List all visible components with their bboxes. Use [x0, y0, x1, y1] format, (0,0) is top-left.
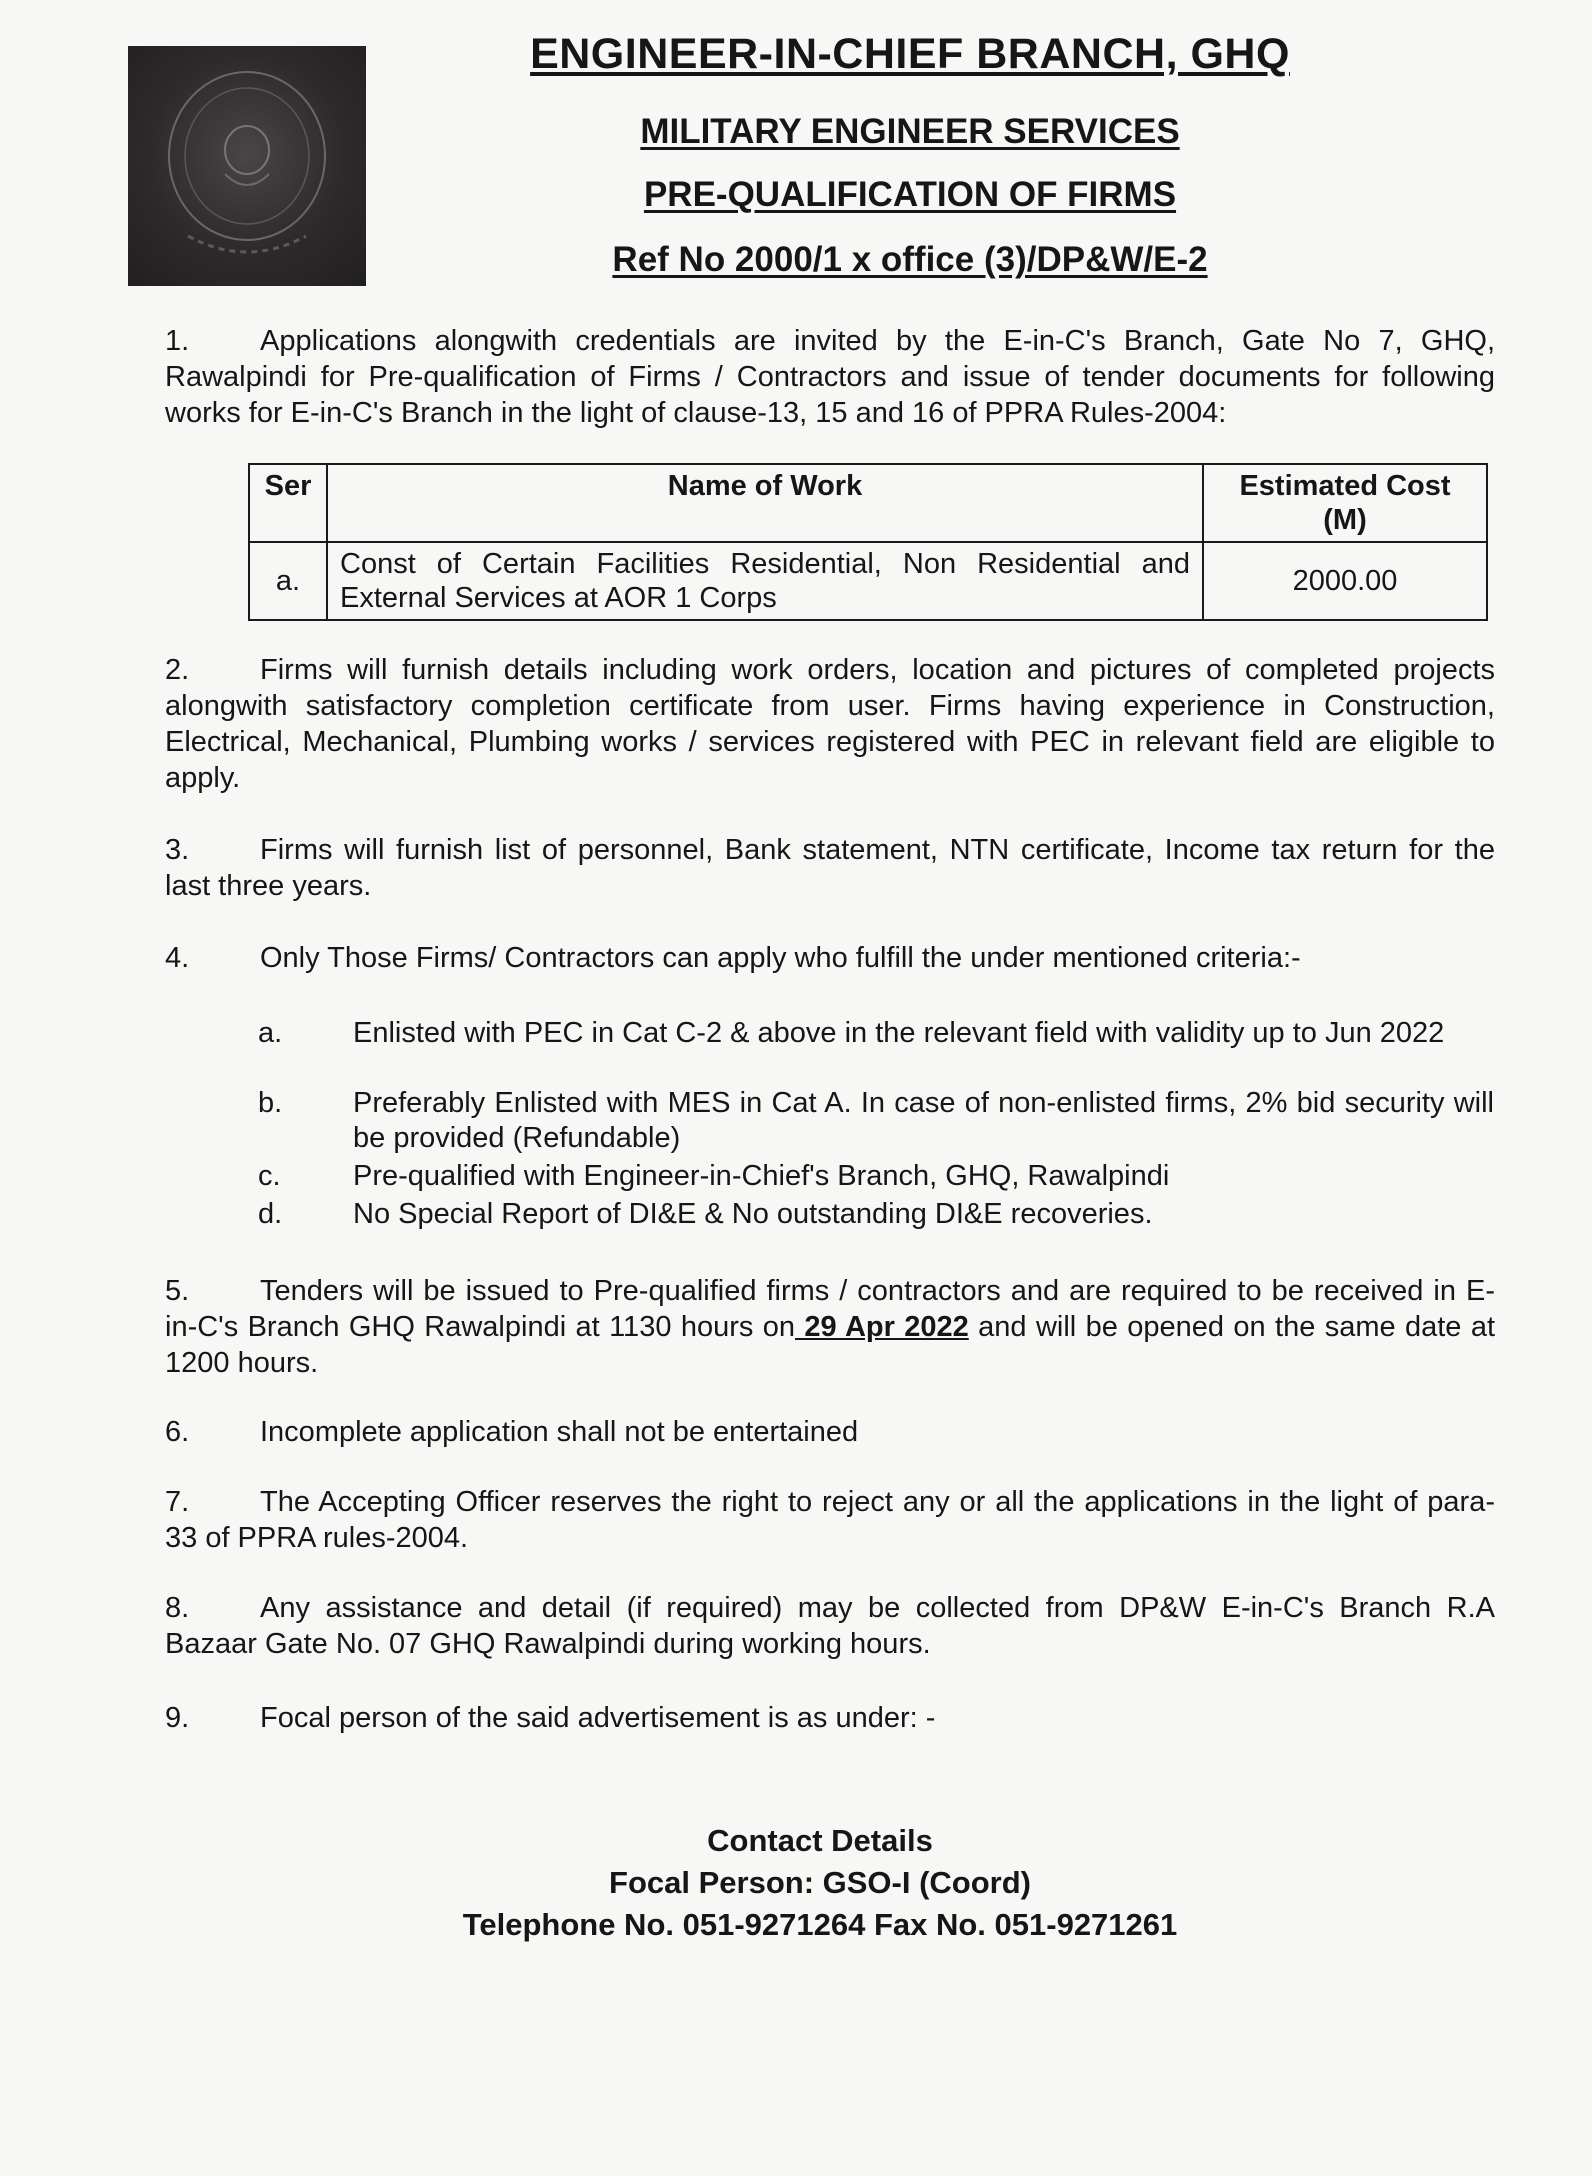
paragraph-text: Tenders will be issued to Pre-qualified firms / contractors and are required to be received in E-in-C's Branch GHQ Rawalpindi at 1130 hours on — [165, 1275, 1495, 1343]
paragraph-text: Only Those Firms/ Contractors can apply who fulfill the under mentioned criteria:- — [260, 942, 1301, 974]
focal-person: Focal Person: GSO-I (Coord) — [609, 1865, 1031, 1900]
column-header-ser: Ser — [249, 464, 327, 542]
criteria-text: No Special Report of DI&E & No outstanding DI&E recoveries. — [353, 1198, 1153, 1230]
paragraph-9 — [165, 1700, 1495, 1736]
criteria-label: d. — [258, 1198, 283, 1230]
crest-emblem-icon — [128, 46, 366, 286]
paragraph-text-end: and will be opened on the same date at 1200 hours. — [165, 1311, 1496, 1379]
cell-ser: a. — [249, 542, 327, 620]
paragraph-number: 9. — [165, 1702, 190, 1734]
criteria-label: c. — [258, 1160, 281, 1192]
paragraph-number: 2. — [165, 654, 190, 686]
telephone-fax: Telephone No. 051-9271264 Fax No. 051-9271261 — [462, 1907, 1178, 1942]
paragraph-text: Any assistance and detail (if required) may be collected from DP&W E-in-C's Branch R.A Bazaar Gate No. 07 GHQ Rawalpindi during working hours. — [165, 1592, 1495, 1660]
paragraph-text: Focal person of the said advertisement is as under: - — [260, 1702, 936, 1734]
criteria-text: Enlisted with PEC in Cat C-2 & above in the relevant field with validity up to Jun 2022 — [353, 1017, 1445, 1049]
paragraph-number: 8. — [165, 1592, 190, 1624]
criteria-label: b. — [258, 1087, 283, 1119]
paragraph-number: 7. — [165, 1486, 190, 1518]
reference-number: Ref No 2000/1 x office (3)/DP&W/E-2 — [612, 240, 1208, 279]
paragraph-number: 5. — [165, 1275, 190, 1307]
contact-details — [300, 1820, 1340, 1946]
criteria-text: Pre-qualified with Engineer-in-Chief's Branch, GHQ, Rawalpindi — [353, 1160, 1170, 1192]
paragraph-6 — [165, 1414, 1495, 1450]
closing-date: 29 Apr 2022 — [795, 1311, 969, 1343]
paragraph-8 — [165, 1590, 1495, 1662]
criteria-text: Preferably Enlisted with MES in Cat A. In case of non-enlisted firms, 2% bid security will be provided (Refundable) — [353, 1087, 1494, 1154]
paragraph-3 — [165, 832, 1495, 904]
criteria-label: a. — [258, 1017, 283, 1049]
paragraph-2 — [165, 652, 1495, 796]
paragraph-5 — [165, 1273, 1495, 1381]
page-title: ENGINEER-IN-CHIEF BRANCH, GHQ — [530, 30, 1290, 78]
paragraph-number: 1. — [165, 325, 190, 357]
paragraph-text: Applications alongwith credentials are invited by the E-in-C's Branch, Gate No 7, GHQ, Rawalpindi for Pre-qualification of Firms / Contractors and issue of tender documents for following works for E-in-C's Branch in the light of clause-13, 15 and 16 of PPRA Rules-2004: — [165, 325, 1495, 429]
cell-name-of-work: Const of Certain Facilities Residential, Non Residential and External Services at AOR 1 Corps — [327, 542, 1203, 620]
contact-title: Contact Details — [707, 1823, 933, 1858]
column-header-name-of-work: Name of Work — [327, 464, 1203, 542]
paragraph-text: Incomplete application shall not be entertained — [260, 1416, 859, 1448]
paragraph-text: Firms will furnish list of personnel, Bank statement, NTN certificate, Income tax return for the last three years. — [165, 834, 1495, 902]
table-row — [249, 542, 1487, 620]
paragraph-1 — [165, 323, 1495, 431]
paragraph-number: 3. — [165, 834, 190, 866]
column-header-estimated-cost: Estimated Cost (M) — [1203, 464, 1487, 542]
cell-estimated-cost: 2000.00 — [1203, 542, 1487, 620]
section-heading: PRE-QUALIFICATION OF FIRMS — [643, 175, 1177, 214]
paragraph-number: 4. — [165, 942, 190, 974]
paragraph-text: The Accepting Officer reserves the right to reject any or all the applications in the light of para-33 of PPRA rules-2004. — [165, 1486, 1495, 1554]
paragraph-7 — [165, 1484, 1495, 1556]
paragraph-number: 6. — [165, 1416, 190, 1448]
paragraph-4 — [165, 940, 1495, 976]
works-table — [248, 463, 1488, 621]
paragraph-text: Firms will furnish details including work orders, location and pictures of completed projects alongwith satisfactory completion certificate from user. Firms having experience in Construction, Electrical, Mechanical, Plumbing works / services registered with PEC in relevant field are eligible to apply. — [165, 654, 1495, 794]
crest-emblem-graphic — [128, 46, 366, 286]
page-subtitle: MILITARY ENGINEER SERVICES — [640, 112, 1180, 151]
table-header-row — [249, 464, 1487, 542]
